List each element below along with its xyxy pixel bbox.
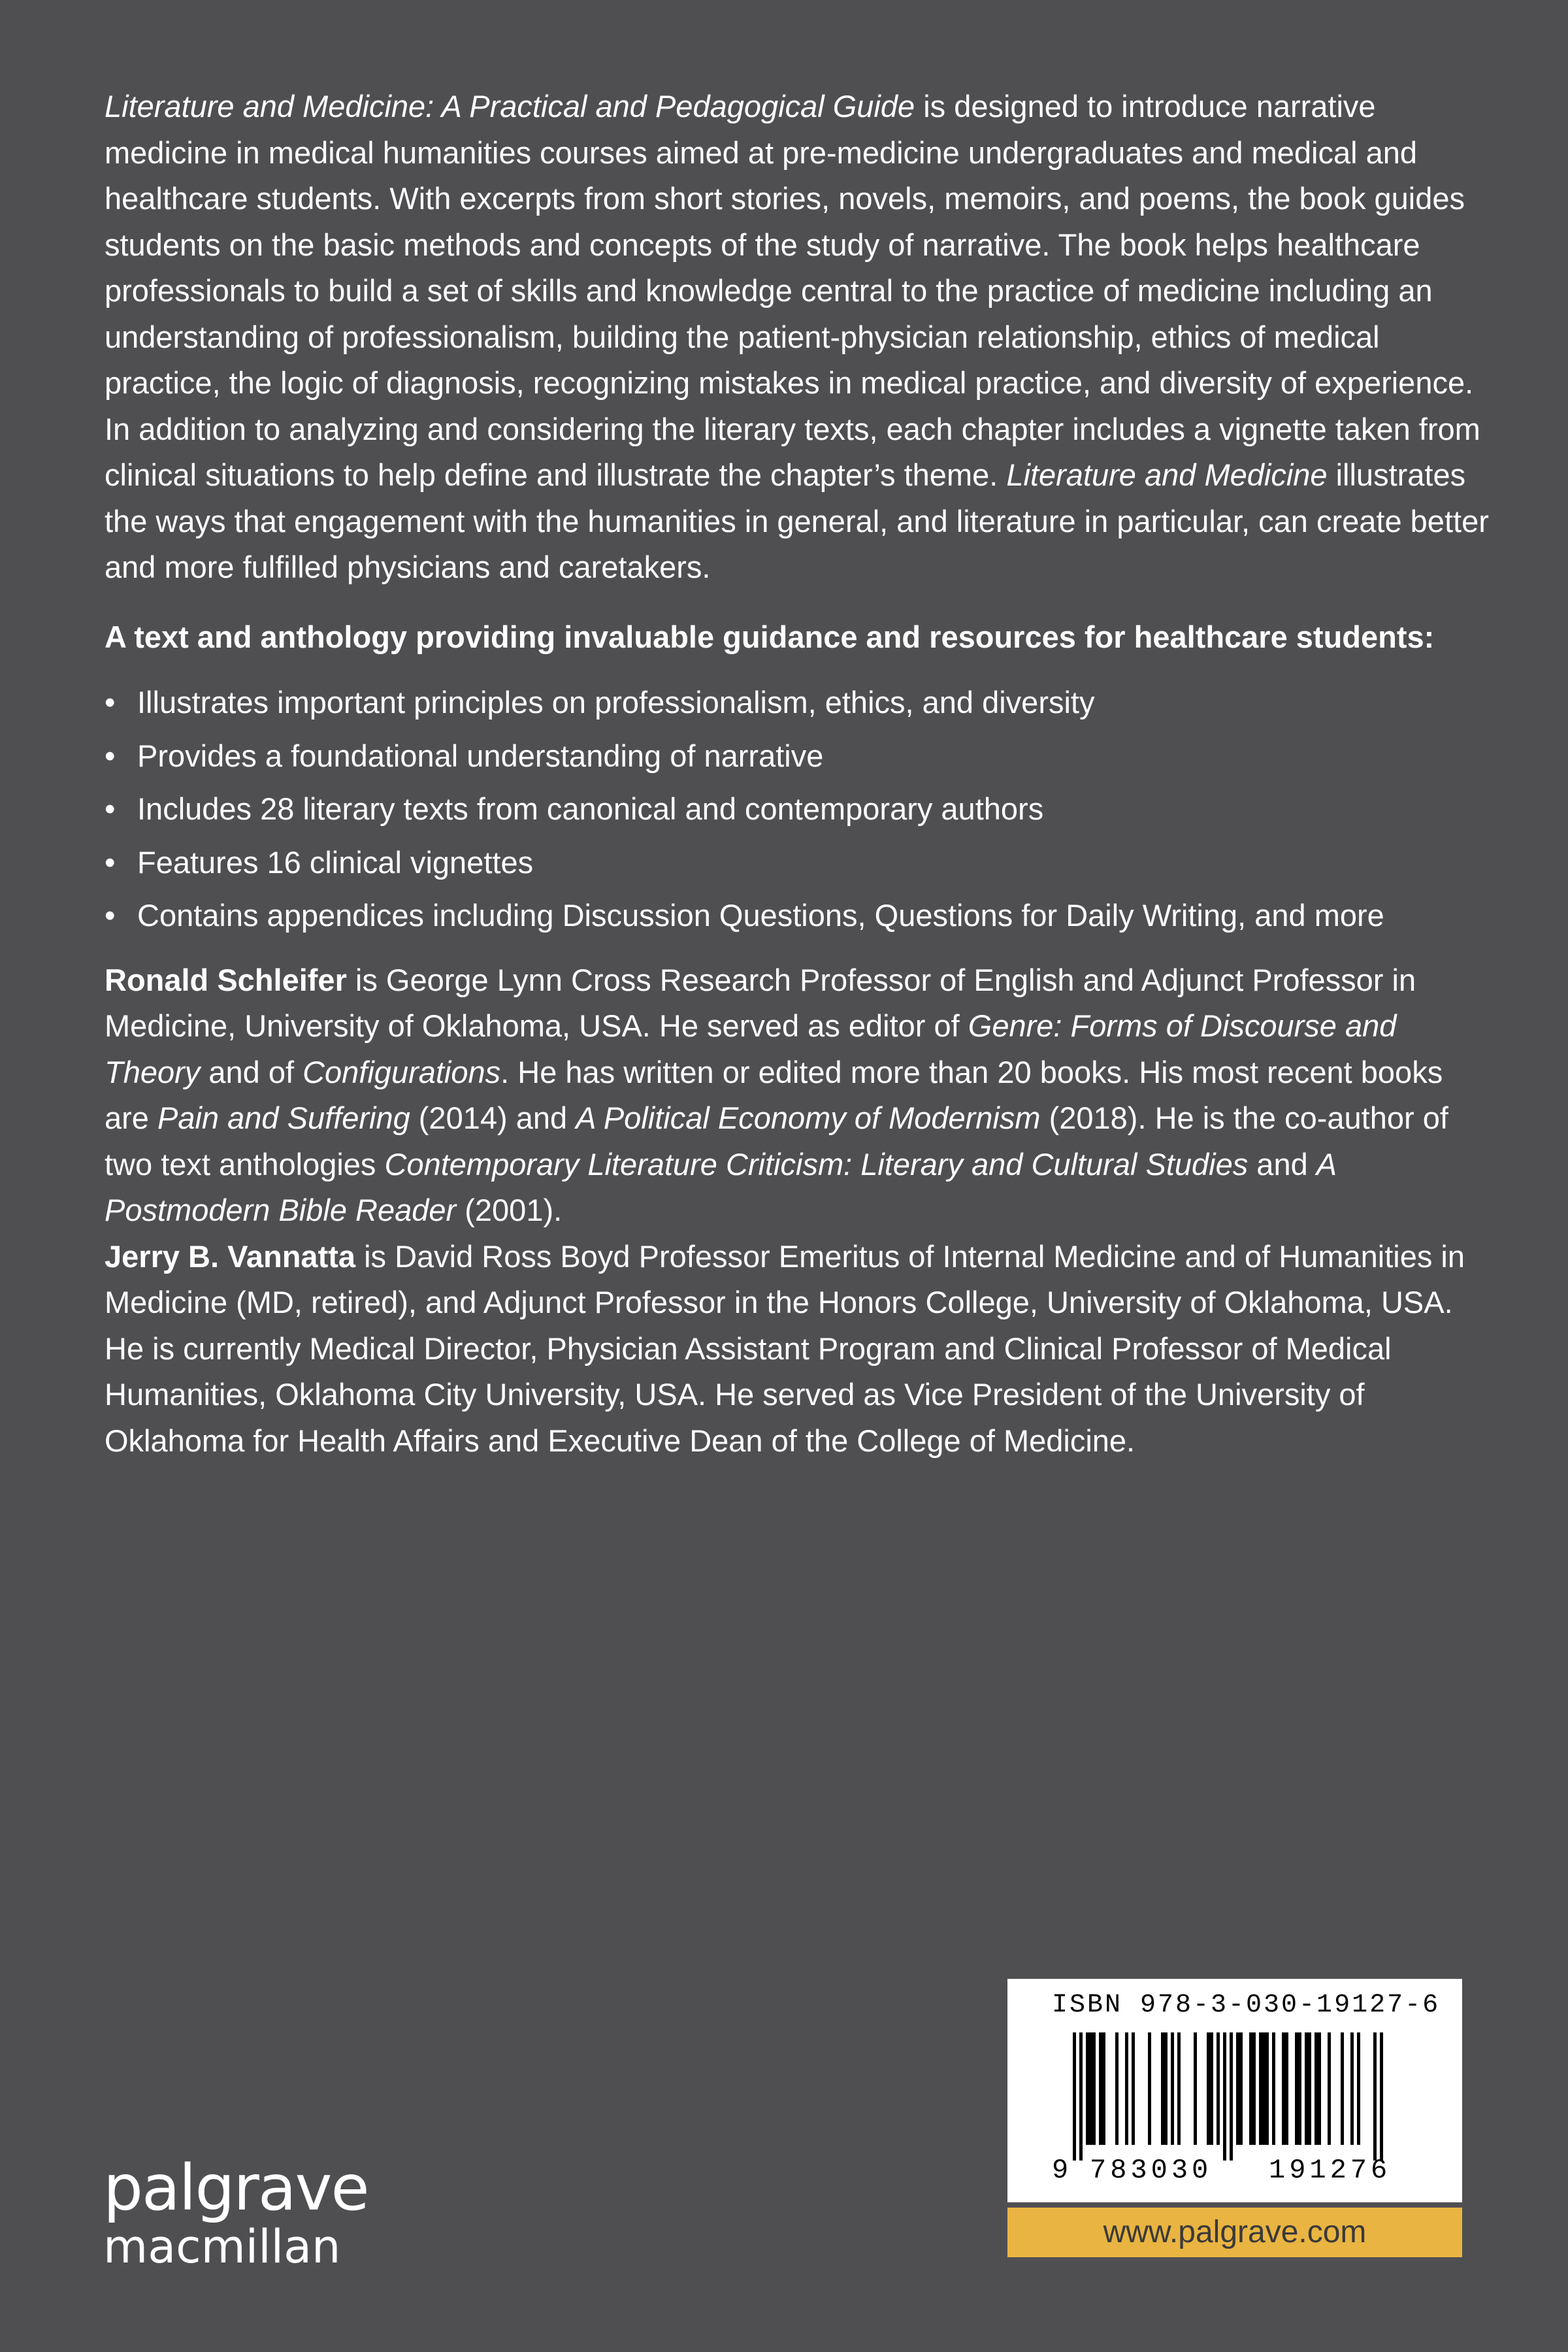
barcode-bar bbox=[1341, 2032, 1344, 2145]
barcode-bar bbox=[1239, 2032, 1243, 2145]
barcode-bar bbox=[1298, 2032, 1301, 2145]
bio-italic: A Postmodern Bible Reader bbox=[105, 1146, 1336, 1227]
logo-line-1: palgrave bbox=[103, 2151, 368, 2225]
author-name: Ronald Schleifer bbox=[105, 962, 347, 997]
bio-italic: Pain and Suffering bbox=[157, 1101, 410, 1135]
bio-italic: Contemporary Literature Criticism: Literary and Cultural Studies bbox=[384, 1146, 1249, 1182]
barcode-first-digit: 9 bbox=[1052, 2155, 1069, 2186]
author-bio-vannatta bbox=[105, 1234, 1490, 1465]
barcode-bar bbox=[1073, 2032, 1076, 2161]
barcode-bar bbox=[1308, 2032, 1311, 2145]
barcode-bar bbox=[1295, 2032, 1298, 2145]
barcode-bar bbox=[1230, 2032, 1233, 2161]
barcode-bar bbox=[1350, 2032, 1354, 2145]
barcode-bar bbox=[1125, 2032, 1128, 2145]
back-cover-text bbox=[105, 84, 1490, 1464]
barcode-bar bbox=[1102, 2032, 1105, 2145]
barcode-bar bbox=[1099, 2032, 1102, 2145]
barcode-bar bbox=[1318, 2032, 1321, 2145]
feature-item: • Illustrates important principles on professionalism, ethics, and diversity bbox=[105, 680, 1490, 726]
barcode-bar bbox=[1272, 2032, 1275, 2145]
barcode-bar bbox=[1089, 2032, 1092, 2145]
features-list bbox=[105, 680, 1490, 939]
barcode-bar bbox=[1305, 2032, 1308, 2145]
barcode-bar bbox=[1236, 2032, 1239, 2145]
feature-item: • Contains appendices including Discussion Questions, Questions for Daily Writing, and more bbox=[105, 893, 1490, 939]
bio-text: is George Lynn Cross Research Professor of English and Adjunct Professor in Medicine, University of Oklahoma, USA. He served as editor of bbox=[105, 962, 1416, 1043]
bio-text: is David Ross Boyd Professor Emeritus of Internal Medicine and of Humanities in Medicine (MD, retired), and Adjunct Professor in the Honors College, University of Oklahoma, USA. He is currently Medical Director, Physician Assistant Program and Clinical Professor of Medical Humanities, Oklahoma City University, USA. He served as Vice President of the University of Oklahoma for Health Affairs and Executive Dean of the College of Medicine. bbox=[105, 1238, 1465, 1458]
barcode-bar bbox=[1115, 2032, 1119, 2145]
barcode-bar bbox=[1086, 2032, 1089, 2145]
bio-italic: Configurations bbox=[302, 1054, 501, 1089]
bio-text: (2014) and bbox=[410, 1101, 576, 1135]
bio-italic: Genre: Forms of Discourse and Theory bbox=[105, 1008, 1397, 1089]
feature-item: • Provides a foundational understanding of narrative bbox=[105, 733, 1490, 780]
bio-text: and bbox=[1248, 1146, 1316, 1182]
bio-text: . He has written or edited more than 20 books. His most recent books are bbox=[105, 1054, 1443, 1135]
barcode-bar bbox=[1373, 2032, 1377, 2161]
barcode-bar bbox=[1266, 2032, 1269, 2145]
barcode-right-digits: 191276 bbox=[1269, 2155, 1392, 2186]
book-title: Literature and Medicine: A Practical and Pedagogical Guide bbox=[105, 89, 915, 124]
barcode-bar bbox=[1194, 2032, 1197, 2145]
author-name: Jerry B. Vannatta bbox=[105, 1238, 356, 1274]
barcode-left-digits: 783030 bbox=[1090, 2155, 1213, 2186]
bio-text: (2001). bbox=[456, 1193, 563, 1227]
barcode-bars bbox=[1073, 2032, 1386, 2161]
description-text-1: is designed to introduce narrative medicine in medical humanities courses aimed at pre-medicine undergraduates and medical and healthcare students. With excerpts from short stories, novels, memoirs, and poems, the book guides students on the basic methods and concepts of the study of narrative. The book helps healthcare professionals to build a set of skills and knowledge central to the practice of medicine including an understanding of professionalism, building the patient-physician relationship, ethics of medical practice, the logic of diagnosis, recognizing mistakes in medical practice, and diversity of experience. In addition to analyzing and considering the literary texts, each chapter includes a vignette taken from clinical situations to help define and illustrate the chapter’s theme. bbox=[105, 89, 1480, 492]
barcode-bar bbox=[1148, 2032, 1151, 2145]
barcode-bar bbox=[1223, 2032, 1226, 2161]
barcode-bar bbox=[1315, 2032, 1318, 2145]
barcode-bar bbox=[1328, 2032, 1331, 2145]
feature-item: • Features 16 clinical vignettes bbox=[105, 840, 1490, 886]
barcode-bar bbox=[1262, 2032, 1266, 2145]
description-text-2: illustrates the ways that engagement with the humanities in general, and literature in particular, can create better and more fulfilled physicians and caretakers. bbox=[105, 457, 1489, 584]
bio-text: and of bbox=[200, 1054, 303, 1089]
barcode-bar bbox=[1177, 2032, 1181, 2145]
barcode-bar bbox=[1252, 2032, 1256, 2145]
book-title-short: Literature and Medicine bbox=[1006, 457, 1328, 492]
barcode-bar bbox=[1217, 2032, 1220, 2145]
barcode-bar bbox=[1132, 2032, 1135, 2145]
book-description bbox=[105, 84, 1490, 591]
isbn-barcode bbox=[1007, 1979, 1462, 2202]
barcode-bar bbox=[1380, 2032, 1383, 2161]
barcode-bar bbox=[1210, 2032, 1213, 2145]
barcode-bar bbox=[1092, 2032, 1096, 2145]
features-heading: A text and anthology providing invaluable guidance and resources for healthcare students: bbox=[105, 619, 1435, 654]
barcode-bar bbox=[1259, 2032, 1262, 2145]
bio-text: (2018). He is the co-author of two text anthologies bbox=[105, 1101, 1448, 1182]
barcode-bar bbox=[1285, 2032, 1288, 2145]
isbn-label: ISBN 978-3-030-19127-6 bbox=[1052, 1991, 1441, 2020]
logo-line-2: macmillan bbox=[103, 2220, 341, 2274]
barcode-bar bbox=[1079, 2032, 1083, 2161]
barcode-bar bbox=[1171, 2032, 1174, 2145]
barcode-bar bbox=[1207, 2032, 1210, 2145]
bio-italic: A Political Economy of Modernism bbox=[576, 1101, 1041, 1135]
barcode-bar bbox=[1164, 2032, 1168, 2145]
barcode-bar bbox=[1161, 2032, 1164, 2145]
feature-item: • Includes 28 literary texts from canonical and contemporary authors bbox=[105, 786, 1490, 833]
publisher-url[interactable]: www.palgrave.com bbox=[1007, 2208, 1462, 2257]
author-bio-schleifer bbox=[105, 957, 1490, 1234]
publisher-logo bbox=[103, 2151, 368, 2274]
barcode-bar bbox=[1249, 2032, 1252, 2145]
barcode-bar bbox=[1282, 2032, 1285, 2145]
barcode-bar bbox=[1357, 2032, 1360, 2145]
